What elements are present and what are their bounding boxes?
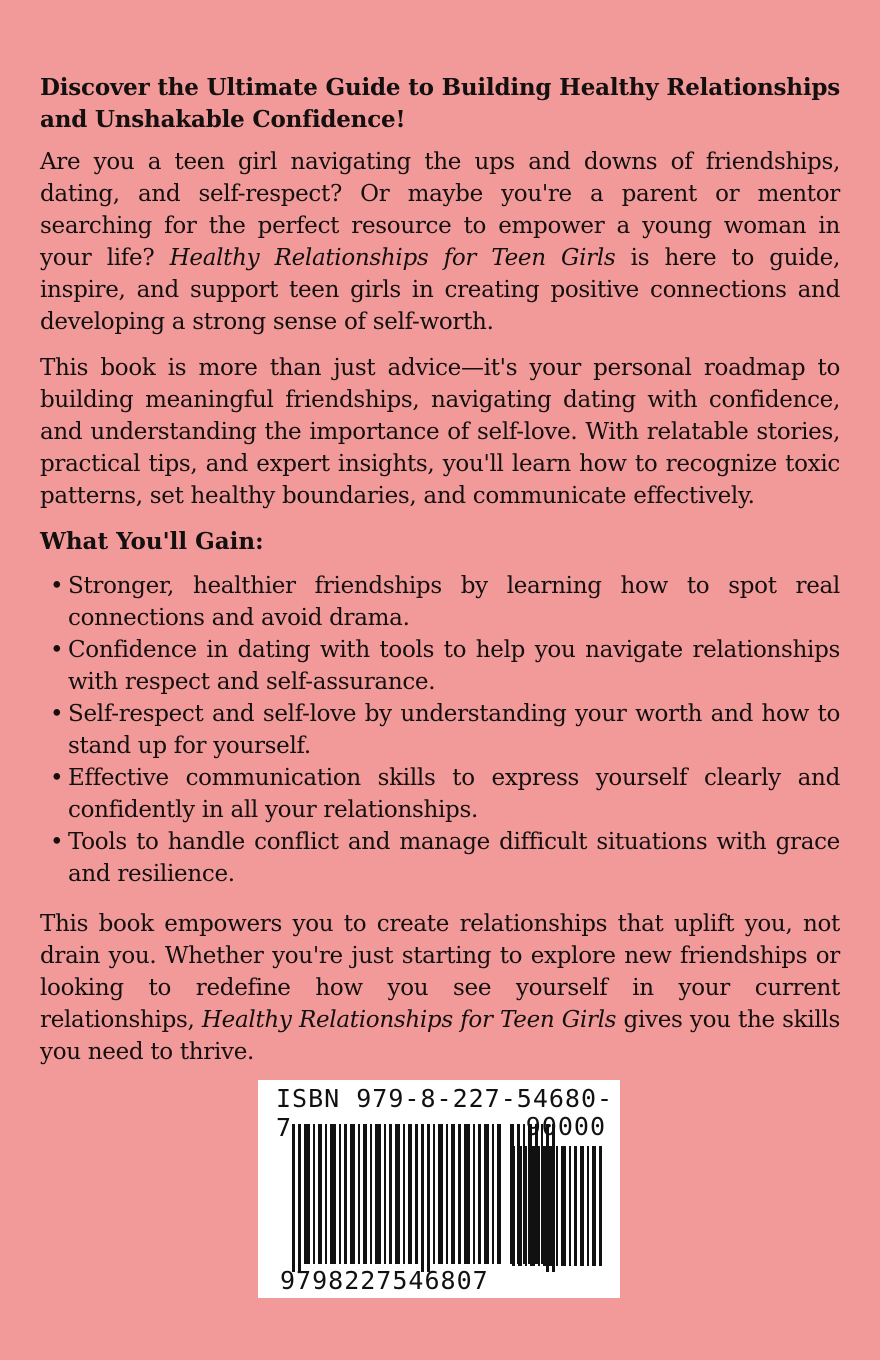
bullet-icon: • [50,765,64,791]
gain-item: • Confidence in dating with tools to help you navigate relationships with respect and self-assurance. [40,634,840,698]
bullet-icon: • [50,701,64,727]
intro-text-after: is here to guide, inspire, and support teen girls in creating positive connections and developing a strong sense of self-worth. [40,245,840,335]
ean-number: 9798227546807 [280,1266,489,1295]
isbn-label: ISBN 979-8-227-54680-7 [276,1084,614,1142]
gain-item: • Tools to handle conflict and manage difficult situations with grace and resilience. [40,826,840,890]
gain-item: • Effective communication skills to express yourself clearly and confidently in all your relationships. [40,762,840,826]
intro-paragraph [40,146,840,338]
bullet-icon: • [50,573,64,599]
intro-book-title: Healthy Relationships for Teen Girls [169,245,616,271]
price-code: 90000 [525,1112,606,1141]
bullet-icon: • [50,637,64,663]
headline: Discover the Ultimate Guide to Building Healthy Relationships and Unshakable Confidence! [40,74,840,133]
roadmap-paragraph: This book is more than just advice—it's your personal roadmap to building meaningful friendships, navigating dating with confidence, and understanding the importance of self-love. With relatable stories, practical tips, and expert insights, you'll learn how to recognize toxic patterns, set healthy boundaries, and communicate effectively. [40,355,840,509]
closing-book-title: Healthy Relationships for Teen Girls [201,1007,617,1033]
closing-text-before: This book empowers you to create relationships that uplift you, not drain you. Whether you're just starting to explore new friendships or looking to redefine how you see yourself in your current relationships, [40,911,840,1033]
isbn-barcode [258,1080,620,1298]
intro-text-before: Are you a teen girl navigating the ups and downs of friendships, dating, and self-respect? Or maybe you're a parent or mentor searching for the perfect resource to empower a young woman in your life? [40,149,840,271]
bullet-icon: • [50,829,64,855]
closing-text-after: gives you the skills you need to thrive. [40,1007,840,1065]
closing-paragraph [40,908,840,1068]
gain-heading: What You'll Gain: [40,528,264,555]
gain-item: • Stronger, healthier friendships by learning how to spot real connections and avoid drama. [40,570,840,634]
gain-list [40,570,840,890]
gain-item: • Self-respect and self-love by understanding your worth and how to stand up for yourself. [40,698,840,762]
back-cover-text [40,72,840,1082]
